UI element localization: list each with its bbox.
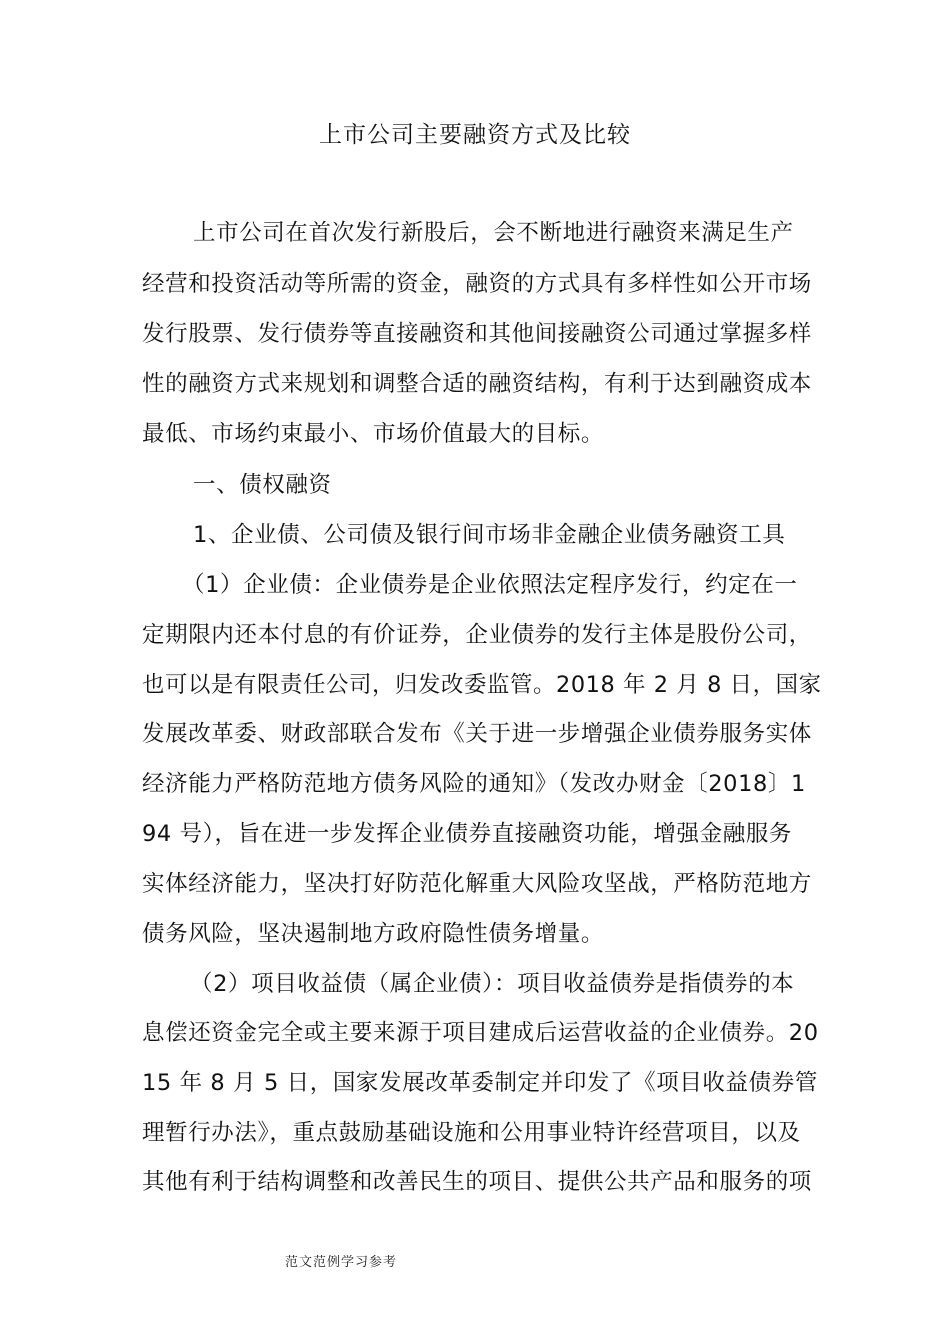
paragraph-line: 理暂行办法》，重点鼓励基础设施和公用事业特许经营项目，以及 [142,1120,801,1146]
paragraph-line: （1）企业债：企业债券是企业依照法定程序发行，约定在一 [182,572,798,598]
paragraph-line: 经营和投资活动等所需的资金，融资的方式具有多样性如公开市场 [142,271,812,297]
paragraph-line: 经济能力严格防范地方债务风险的通知》（发改办财金〔2018〕1 [142,771,806,797]
paragraph-line: 发展改革委、财政部联合发布《关于进一步增强企业债券服务实体 [142,721,812,747]
subsection-heading: 1、企业债、公司债及银行间市场非金融企业债务融资工具 [193,522,786,548]
paragraph-line: （2）项目收益债（属企业债）：项目收益债券是指债券的本 [190,971,795,997]
paragraph-line: 15 年 8 月 5 日，国家发展改革委制定并印发了《项目收益债券管 [142,1070,818,1096]
paragraph-line: 也可以是有限责任公司，归发改委监管。2018 年 2 月 8 日，国家 [142,672,822,698]
paragraph-line: 性的融资方式来规划和调整合适的融资结构，有利于达到融资成本 [142,371,812,397]
document-title: 上市公司主要融资方式及比较 [319,122,631,148]
paragraph-line: 债务风险，坚决遏制地方政府隐性债务增量。 [142,921,605,947]
section-heading: 一、债权融资 [193,472,332,498]
paragraph-line: 实体经济能力，坚决打好防范化解重大风险攻坚战，严格防范地方 [142,871,812,897]
paragraph-line: 定期限内还本付息的有价证券，企业债券的发行主体是股份公司， [142,622,812,648]
paragraph-line: 息偿还资金完全或主要来源于项目建成后运营收益的企业债券。20 [142,1020,819,1046]
paragraph-line: 其他有利于结构调整和改善民生的项目、提供公共产品和服务的项 [142,1169,812,1195]
paragraph-line: 发行股票、发行债券等直接融资和其他间接融资公司通过掌握多样 [142,321,812,347]
paragraph-line: 上市公司在首次发行新股后，会不断地进行融资来满足生产 [193,220,794,246]
paragraph-line: 最低、市场约束最小、市场价值最大的目标。 [142,421,605,447]
paragraph-line: 94 号），旨在进一步发挥企业债券直接融资功能，增强金融服务 [142,821,793,847]
page-footer: 范文范例学习参考 [285,1255,398,1270]
